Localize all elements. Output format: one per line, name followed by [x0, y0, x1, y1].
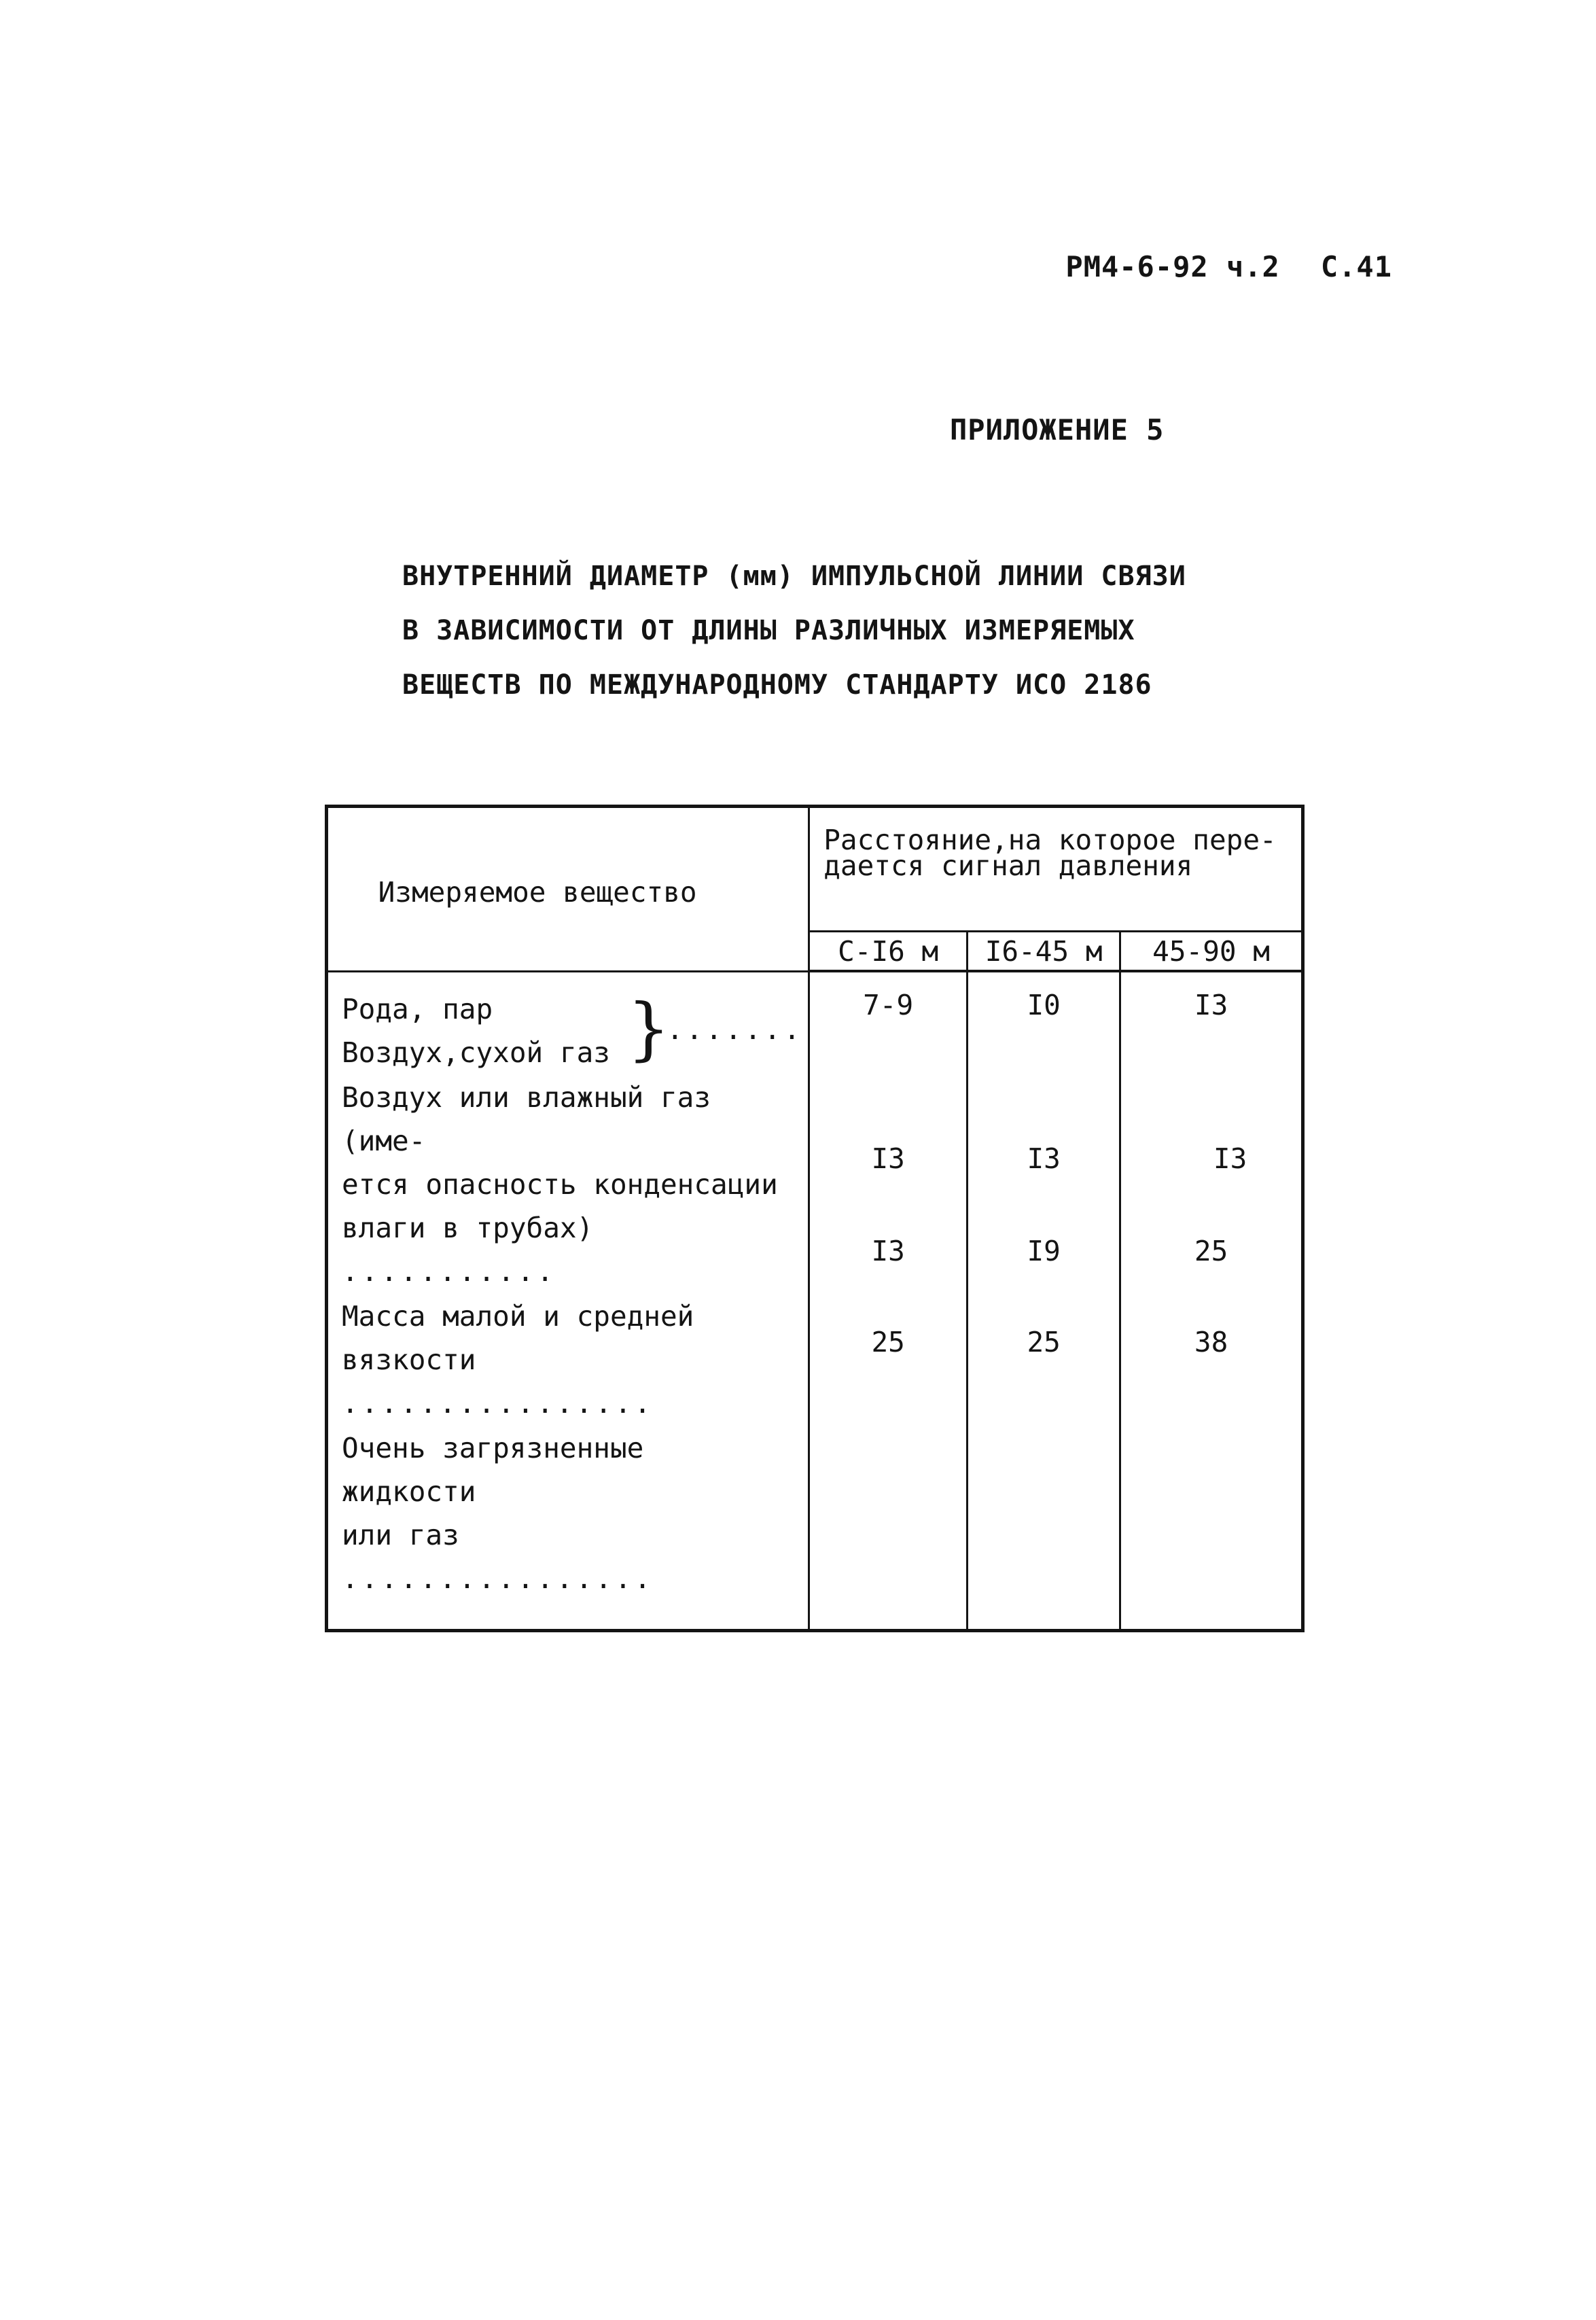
distance-header-line: дается сигнал давления: [823, 849, 1193, 882]
page-header: [1065, 250, 1392, 283]
leader-dots: ...........: [342, 1254, 556, 1288]
values-column-45-90: [1120, 971, 1303, 1630]
column-header-45-90: 45-90 м: [1120, 932, 1303, 972]
table-cell: I0: [1027, 989, 1061, 1021]
table-cell: 38: [1194, 1326, 1228, 1358]
table-body-row: [327, 971, 1303, 1630]
table-cell: I9: [1027, 1235, 1061, 1267]
row-label-line: Рода, пар: [342, 992, 493, 1025]
values-column-0-16: [809, 971, 968, 1630]
row-label-line: Очень загрязненные жидкости: [342, 1431, 644, 1508]
row-label-line: ется опасность конденсации: [342, 1167, 778, 1201]
column-header-16-45: I6-45 м: [968, 932, 1120, 972]
title-line: В ЗАВИСИМОСТИ ОТ ДЛИНЫ РАЗЛИЧНЫХ ИЗМЕРЯЕМЫХ: [402, 615, 1135, 646]
table-cell: I3: [871, 1235, 905, 1267]
list-item: [342, 1426, 787, 1600]
values-column-16-45: [968, 971, 1120, 1630]
distance-group-header: [809, 807, 1303, 932]
leader-dots: ................: [342, 1562, 654, 1595]
page-number: С.41: [1320, 250, 1392, 283]
row-label-line: Воздух,сухой газ: [342, 1036, 610, 1069]
substance-list-cell: [327, 971, 809, 1630]
table-cell: 25: [871, 1326, 905, 1358]
row-label-line: или газ: [342, 1518, 459, 1551]
table-header-row: [327, 807, 1303, 932]
leader-dots: ................: [342, 1386, 654, 1420]
appendix-label: ПРИЛОЖЕНИЕ 5: [950, 413, 1165, 446]
diameter-table: [325, 805, 1305, 1632]
table-cell: I3: [1027, 1142, 1061, 1175]
row-label-line: Воздух или влажный газ (име-: [342, 1080, 711, 1157]
distance-header-line: Расстояние,на которое пере-: [823, 824, 1277, 856]
table-cell: I3: [871, 1142, 905, 1175]
substance-header-label: Измеряемое вещество: [378, 876, 697, 909]
table-cell: 7-9: [863, 989, 914, 1021]
column-header-0-16: С-I6 м: [809, 932, 968, 972]
table-cell: I3: [1213, 1142, 1247, 1175]
table-cell: I3: [1194, 989, 1228, 1021]
table-cell: 25: [1027, 1326, 1061, 1358]
list-item: [342, 1295, 787, 1425]
row-label-line: вязкости: [342, 1343, 476, 1376]
substance-column-header: [327, 807, 809, 972]
leader-dots: .......: [667, 1013, 803, 1046]
brace-icon: }: [627, 988, 671, 1068]
row-label-line: Масса малой и средней: [342, 1299, 694, 1333]
list-item: [342, 1076, 787, 1293]
title-line: ВЕЩЕСТВ ПО МЕЖДУНАРОДНОМУ СТАНДАРТУ ИСО 2186: [402, 669, 1152, 701]
table-cell: 25: [1194, 1235, 1228, 1267]
document-code: РМ4-6-92 ч.2: [1065, 250, 1280, 283]
document-title: [402, 549, 1186, 712]
list-item: [342, 987, 803, 1074]
title-line: ВНУТРЕННИЙ ДИАМЕТР (мм) ИМПУЛЬСНОЙ ЛИНИИ СВЯЗИ: [402, 561, 1186, 592]
row-label-line: влаги в трубах): [342, 1211, 594, 1244]
